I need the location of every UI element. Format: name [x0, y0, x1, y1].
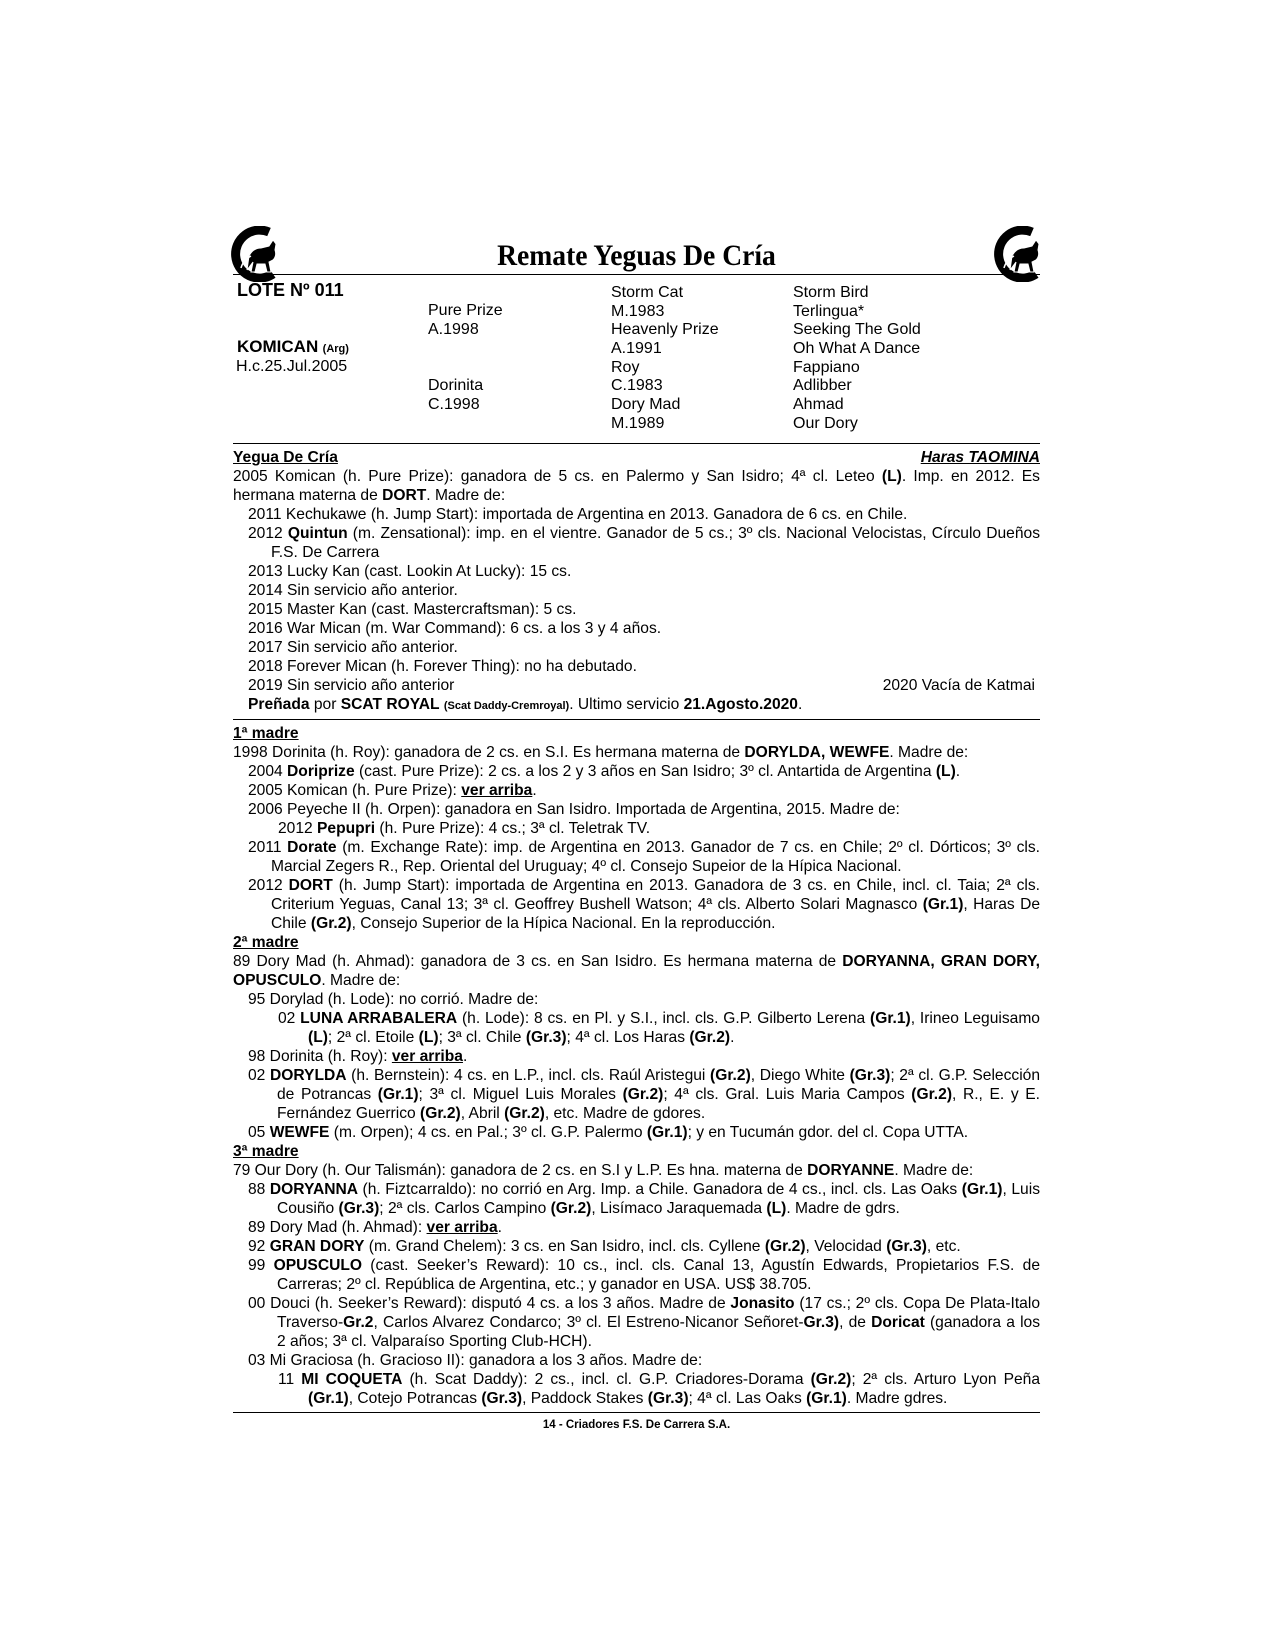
haras-name: Haras TAOMINA: [920, 449, 1040, 466]
produce-row: 2014 Sin servicio año anterior.: [248, 582, 458, 599]
ped-g2: M.1983: [611, 303, 665, 320]
ped-g3: Ahmad: [793, 396, 844, 413]
produce-row: 88 DORYANNA (h. Fiztcarraldo): no corrió en Arg. Imp. a Chile. Ganadora de 4 cs., incl. cls. Las Oaks (Gr.1), Luis Cousiño (Gr.3); 2ª cls. Carlos Campino (Gr.2), Lisímaco Jaraquemada (L). Madre de gdrs.: [248, 1181, 1040, 1217]
ped-g2: A.1991: [611, 340, 662, 357]
lote-number: LOTE Nº 011: [237, 280, 344, 300]
first-dam-section: [233, 720, 1040, 933]
produce-row: 2012 Quintun (m. Zensational): imp. en el vientre. Ganador de 5 cs.; 3º cls. Nacional Velocistas, Círculo Dueños F.S. De Carrera: [248, 525, 1040, 561]
produce-row: 02 LUNA ARRABALERA (h. Lode): 8 cs. en Pl. y S.I., incl. cls. G.P. Gilberto Lerena (Gr.1), Irineo Leguisamo (L); 2ª cl. Etoile (L); 3ª cl. Chile (Gr.3); 4ª cl. Los Haras (Gr.2).: [278, 1010, 1040, 1046]
section-heading: Yegua De Cría: [233, 449, 338, 466]
produce-row: 2019 Sin servicio año anterior 2020 Vacía de Katmai: [248, 677, 1035, 694]
produce-row: 89 Dory Mad (h. Ahmad): ver arriba.: [248, 1219, 502, 1236]
dam-intro: 89 Dory Mad (h. Ahmad): ganadora de 3 cs. en San Isidro. Es hermana materna de DORYANNA, GRAN DORY, OPUSCULO. Madre de:: [233, 953, 1040, 989]
page-title: Remate Yeguas De Cría: [497, 239, 776, 272]
dam-intro: 79 Our Dory (h. Our Talismán): ganadora de 2 cs. en S.I y L.P. Es hna. materna de DORYANNE. Madre de:: [233, 1162, 974, 1179]
produce-row: 2016 War Mican (m. War Command): 6 cs. a los 3 y 4 años.: [248, 620, 662, 637]
section-heading: 2ª madre: [233, 934, 299, 951]
page-footer: 14 - Criadores F.S. De Carrera S.A.: [542, 1419, 731, 1431]
second-dam-section: [233, 933, 1040, 1142]
produce-row: 92 GRAN DORY (m. Grand Chelem): 3 cs. en San Isidro, incl. cls. Cyllene (Gr.2), Velocidad (Gr.3), etc.: [248, 1238, 961, 1255]
produce-row: 2015 Master Kan (cast. Mastercraftsman): 5 cs.: [248, 601, 577, 618]
horse-origin: (Arg): [322, 343, 349, 355]
yegua-intro: 2005 Komican (h. Pure Prize): ganadora de 5 cs. en Palermo y San Isidro; 4ª cl. Leteo (L). Imp. en 2012. Es hermana materna de DORT. Madre de:: [233, 468, 1040, 504]
horse-name-block: [237, 337, 349, 359]
ver-arriba-link[interactable]: ver arriba: [461, 782, 533, 799]
produce-row: 2013 Lucky Kan (cast. Lookin At Lucky): 15 cs.: [248, 563, 572, 580]
ver-arriba-link[interactable]: ver arriba: [391, 1048, 463, 1065]
ped-g2: Storm Cat: [611, 284, 684, 301]
produce-row: 2017 Sin servicio año anterior.: [248, 639, 458, 656]
ped-g3: Fappiano: [793, 359, 860, 376]
produce-row: 95 Dorylad (h. Lode): no corrió. Madre de:: [248, 991, 539, 1008]
third-dam-section: [233, 1142, 1040, 1408]
section-heading: 3ª madre: [233, 1143, 299, 1160]
ped-g2: C.1983: [611, 377, 663, 394]
produce-row: 05 WEWFE (m. Orpen); 4 cs. en Pal.; 3º cl. G.P. Palermo (Gr.1); y en Tucumán gdor. del cl. Copa UTTA.: [248, 1124, 969, 1141]
ped-g2: Dory Mad: [611, 396, 681, 413]
ped-g3: Seeking The Gold: [793, 321, 921, 338]
ped-g2: M.1989: [611, 415, 665, 432]
produce-row: 2011 Dorate (m. Exchange Rate): imp. de Argentina en 2013. Ganador de 7 cs. en Chile; 2º cl. Dórticos; 3º cls. Marcial Zegers R., Rep. Oriental del Uruguay; 4º cl. Consejo Supeior de la Hípica Nacional.: [248, 839, 1040, 875]
dam-info: C.1998: [428, 396, 480, 413]
produce-row: 2006 Peyeche II (h. Orpen): ganadora en San Isidro. Importada de Argentina, 2015. Madre de:: [248, 801, 900, 818]
yegua-section: [233, 444, 1040, 716]
dam-name: Dorinita: [428, 377, 484, 394]
produce-row: 2011 Kechukawe (h. Jump Start): importada de Argentina en 2013. Ganadora de 6 cs. en Chile.: [248, 506, 908, 523]
ped-g3: Our Dory: [793, 415, 858, 432]
produce-row: 03 Mi Graciosa (h. Gracioso II): ganadora a los 3 años. Madre de:: [248, 1352, 703, 1369]
catalog-page: [233, 222, 1040, 1431]
section-heading: 1ª madre: [233, 725, 299, 742]
ped-g2: Roy: [611, 359, 640, 376]
sire-info: A.1998: [428, 321, 479, 338]
produce-row: 11 MI COQUETA (h. Scat Daddy): 2 cs., incl. cl. G.P. Criadores-Dorama (Gr.2); 2ª cls. Arturo Lyon Peña (Gr.1), Cotejo Potrancas (Gr.3), Paddock Stakes (Gr.3); 4ª cl. Las Oaks (Gr.1). Madre gdres.: [278, 1371, 1040, 1407]
ped-g3: Storm Bird: [793, 284, 869, 301]
produce-row: 2012 DORT (h. Jump Start): importada de Argentina en 2013. Ganadora de 3 cs. en Chile, incl. cl. Taia; 2ª cls. Criterium Yeguas, Canal 13; 3ª cl. Geoffrey Bushell Watson; 4ª cls. Alberto Solari Magnasco (Gr.1), Haras De Chile (Gr.2), Consejo Superior de la Hípica Nacional. En la reproducción.: [248, 877, 1040, 932]
ver-arriba-link[interactable]: ver arriba: [426, 1219, 498, 1236]
sire-name: Pure Prize: [428, 302, 503, 319]
produce-row: 2012 Pepupri (h. Pure Prize): 4 cs.; 3ª cl. Teletrak TV.: [278, 820, 651, 837]
produce-row: 2004 Doriprize (cast. Pure Prize): 2 cs. a los 2 y 3 años en San Isidro; 3º cl. Antartida de Argentina (L).: [248, 763, 961, 780]
dam-intro: 1998 Dorinita (h. Roy): ganadora de 2 cs. en S.I. Es hermana materna de DORYLDA, WEWFE. Madre de:: [233, 744, 969, 761]
horse-info: H.c.25.Jul.2005: [236, 358, 348, 375]
yegua-header: [233, 448, 1040, 467]
ped-g3: Adlibber: [793, 377, 852, 394]
horse-name: KOMICAN: [237, 337, 319, 356]
pregnancy-status: Preñada por SCAT ROYAL (Scat Daddy-Cremroyal). Ultimo servicio 21.Agosto.2020.: [248, 696, 803, 713]
produce-row: 99 OPUSCULO (cast. Seeker’s Reward): 10 cs., incl. cls. Canal 13, Agustín Edwards, Propietarios F.S. de Carreras; 2º cl. República de Argentina, etc.; y ganador en USA. US$ 38.705.: [248, 1257, 1040, 1293]
produce-row: 2005 Komican (h. Pure Prize): ver arriba.: [248, 782, 537, 799]
produce-row: 00 Douci (h. Seeker’s Reward): disputó 4 cs. a los 3 años. Madre de Jonasito (17 cs.; 2º cls. Copa De Plata-Italo Traverso-Gr.2, Carlos Alvarez Condarco; 3º cl. El Estreno-Nicanor Señoret-Gr.3), de Doricat (ganadora a los 2 años; 3ª cl. Valparaíso Sporting Club-HCH).: [248, 1295, 1041, 1350]
ped-g2: Heavenly Prize: [611, 321, 719, 338]
produce-row: 02 DORYLDA (h. Bernstein): 4 cs. en L.P., incl. cls. Raúl Aristegui (Gr.2), Diego White (Gr.3); 2ª cl. G.P. Selección de Potrancas (Gr.1); 3ª cl. Miguel Luis Morales (Gr.2); 4ª cls. Gral. Luis Maria Campos (Gr.2), R., E. y E. Fernández Guerrico (Gr.2), Abril (Gr.2), etc. Madre de gdores.: [248, 1067, 1041, 1122]
pedigree-table: [233, 275, 1040, 443]
produce-row: 2018 Forever Mican (h. Forever Thing): no ha debutado.: [248, 658, 637, 675]
ped-g3: Oh What A Dance: [793, 340, 921, 357]
produce-row: 98 Dorinita (h. Roy): ver arriba.: [248, 1048, 468, 1065]
ped-g3: Terlingua*: [793, 303, 865, 320]
